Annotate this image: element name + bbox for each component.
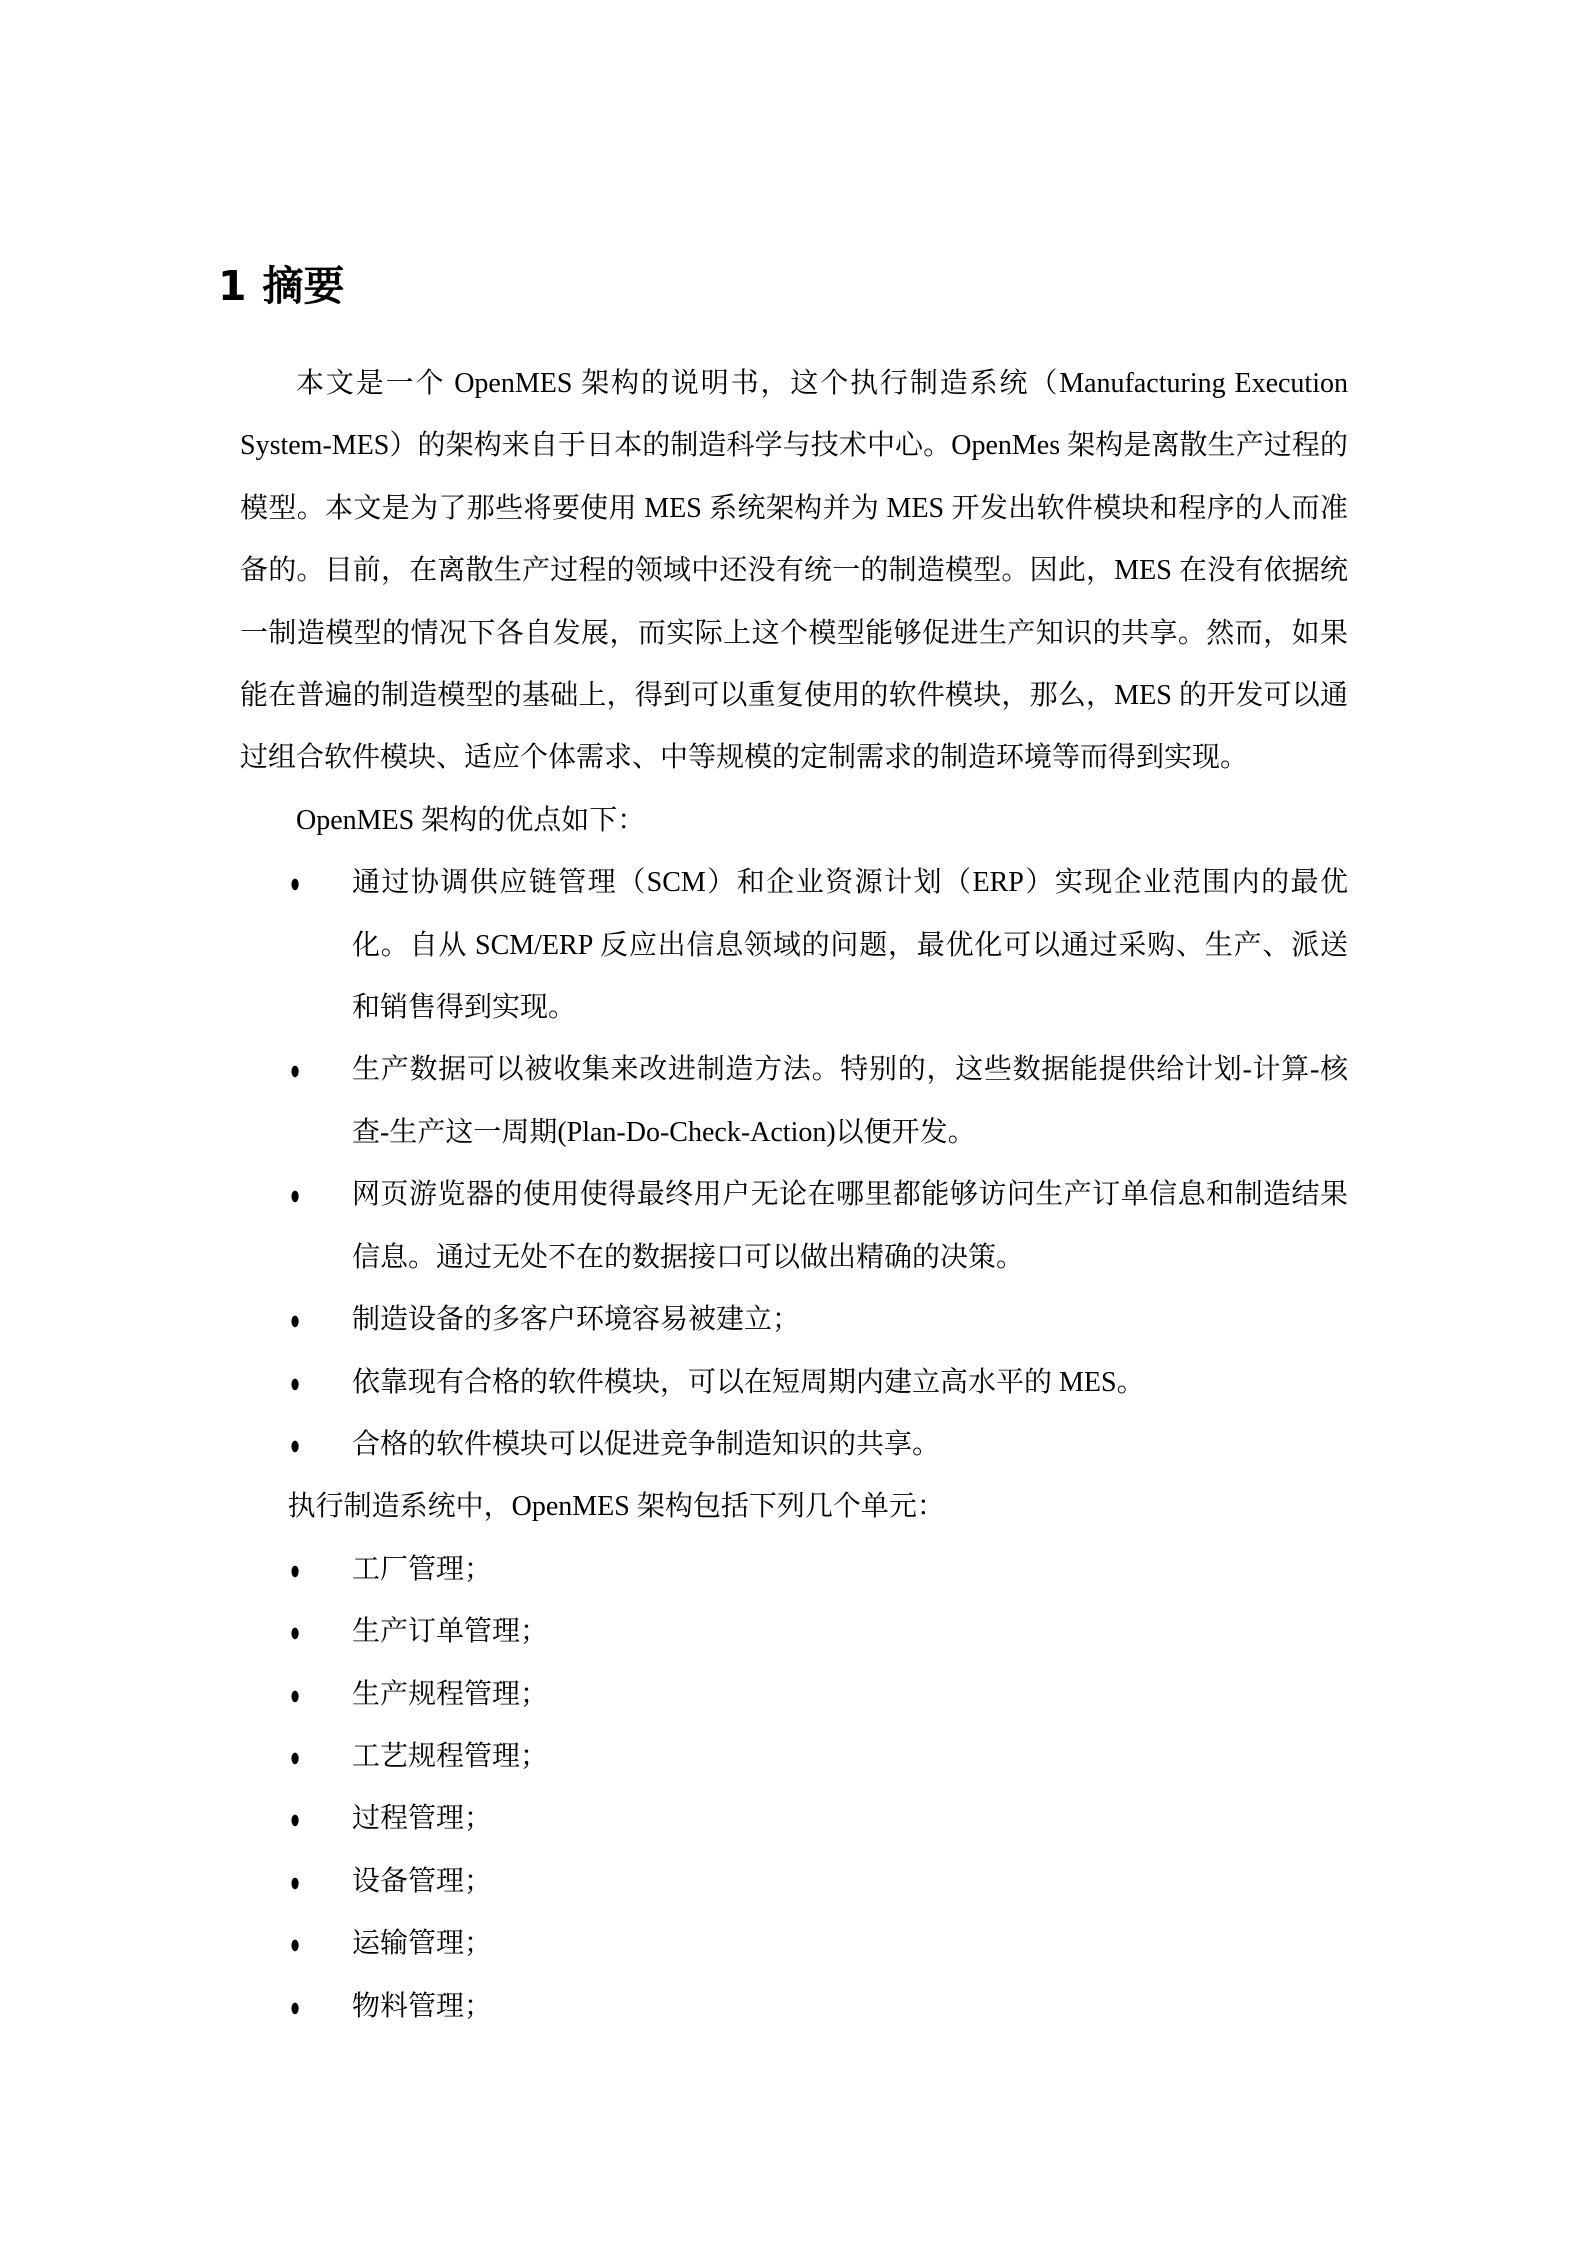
benefit-item: [240, 1414, 1348, 1476]
section-heading: [218, 261, 345, 311]
benefit-item-text: 依靠现有合格的软件模块，可以在短周期内建立高水平的 MES。: [352, 1366, 1145, 1398]
benefit-item: [240, 1352, 1348, 1414]
bullet-icon: ●: [290, 1617, 301, 1648]
unit-item-text: 工厂管理；: [352, 1553, 493, 1585]
benefit-item: [240, 1289, 1348, 1351]
benefit-item: [240, 1039, 1348, 1164]
benefit-item-text: 生产数据可以被收集来改进制造方法。特别的，这些数据能提供给计划-计算-核查-生产这一周期(Plan-Do-Check-Action)以便开发。: [352, 1054, 1348, 1148]
bullet-icon: ●: [290, 1929, 301, 1960]
bullet-icon: ●: [290, 1554, 301, 1585]
benefits-list: [240, 852, 1348, 1476]
units-list: [240, 1539, 1348, 2038]
benefits-intro: OpenMES 架构的优点如下：: [296, 804, 646, 836]
bullet-icon: ●: [290, 1741, 301, 1772]
unit-item: [240, 1664, 1348, 1726]
benefit-item-text: 网页游览器的使用使得最终用户无论在哪里都能够访问生产订单信息和制造结果信息。通过无处不在的数据接口可以做出精确的决策。: [352, 1179, 1348, 1273]
benefit-item-text: 合格的软件模块可以促进竞争制造知识的共享。: [352, 1428, 941, 1460]
bullet-icon: ●: [290, 1679, 301, 1710]
unit-item: [240, 1726, 1348, 1788]
benefit-item: [240, 1164, 1348, 1289]
units-intro: 执行制造系统中，OpenMES 架构包括下列几个单元：: [287, 1491, 945, 1523]
document-body: [240, 353, 1348, 2038]
unit-item-text: 过程管理；: [352, 1803, 493, 1835]
bullet-icon: ●: [290, 1055, 301, 1086]
bullet-icon: ●: [290, 1991, 301, 2022]
benefit-item: [240, 852, 1348, 1039]
bullet-icon: ●: [290, 1429, 301, 1460]
unit-item: [240, 1539, 1348, 1601]
unit-item: [240, 1913, 1348, 1975]
unit-item-text: 生产订单管理；: [352, 1616, 549, 1648]
bullet-icon: ●: [290, 1804, 301, 1835]
section-number: 1: [218, 262, 247, 311]
unit-item-text: 运输管理；: [352, 1928, 493, 1960]
unit-item: [240, 1788, 1348, 1850]
bullet-icon: ●: [290, 1305, 301, 1336]
unit-item-text: 设备管理；: [352, 1865, 493, 1897]
unit-item-text: 工艺规程管理；: [352, 1740, 549, 1772]
benefit-item-text: 制造设备的多客户环境容易被建立；: [352, 1304, 801, 1336]
bullet-icon: ●: [290, 1866, 301, 1897]
benefit-item-text: 通过协调供应链管理（SCM）和企业资源计划（ERP）实现企业范围内的最优化。自从 SCM/ERP 反应出信息领域的问题，最优化可以通过采购、生产、派送和销售得到实现。: [352, 867, 1348, 1024]
section-title: 摘要: [262, 262, 345, 311]
unit-item: [240, 1601, 1348, 1663]
unit-item-text: 生产规程管理；: [352, 1678, 549, 1710]
bullet-icon: ●: [290, 1180, 301, 1211]
bullet-icon: ●: [290, 868, 301, 899]
abstract-paragraph: 本文是一个 OpenMES 架构的说明书，这个执行制造系统（Manufacturing Execution System-MES）的架构来自于日本的制造科学与技术中心。OpenMes 架构是离散生产过程的模型。本文是为了那些将要使用 MES 系统架构并为 MES 开发出软件模块和程序的人而准备的。目前，在离散生产过程的领域中还没有统一的制造模型。因此，MES 在没有依据统一制造模型的情况下各自发展，而实际上这个模型能够促进生产知识的共享。然而，如果能在普遍的制造模型的基础上，得到可以重复使用的软件模块，那么，MES 的开发可以通过组合软件模块、适应个体需求、中等规模的定制需求的制造环境等而得到实现。: [240, 368, 1348, 774]
unit-item-text: 物料管理；: [352, 1990, 493, 2022]
bullet-icon: ●: [290, 1367, 301, 1398]
unit-item: [240, 1976, 1348, 2038]
unit-item: [240, 1851, 1348, 1913]
